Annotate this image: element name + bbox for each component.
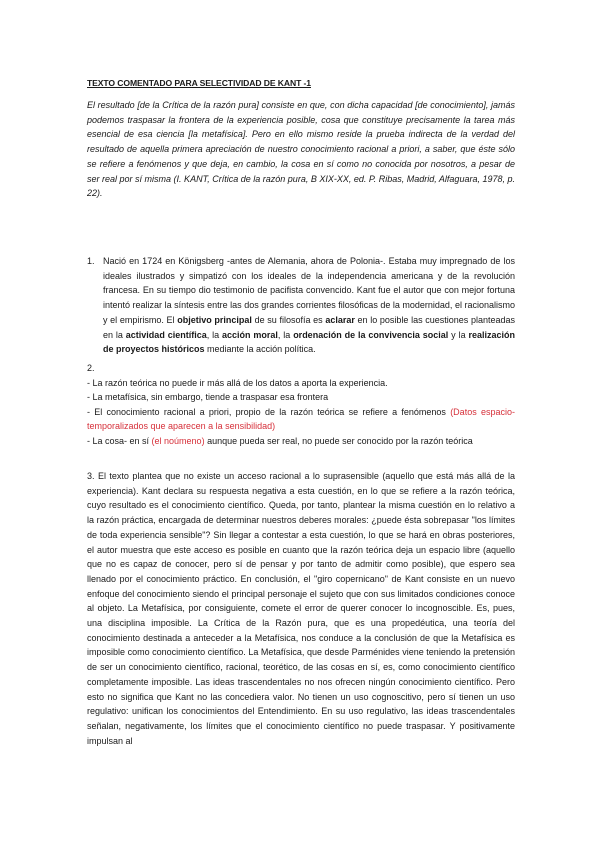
answer-1 [87,254,515,357]
answer-2-line-4-a: - La cosa- en sí [87,435,152,446]
red-note-datos: (Datos espacio-temporalizados que aparecen a la sensibilidad) [87,406,515,432]
answer-3: 3. El texto plantea que no existe un acceso racional a lo suprasensible (aquello que está más allá de la experiencia). Kant declara su respuesta negativa a esta cuestión, en lo que se refiere a la razón teórica, cuyo resultado es el conocimiento científico. Queda, por tanto, plantear la misma cuestión en lo relativo a la razón práctica, encargada de determinar nuestros deberes morales: ¿puede ésta sobrepasar "los límites de toda experiencia sensible"? Sin llegar a contestar a esta cuestión, lo que se hará en obras posteriores, el autor muestra que este acceso es posible en cuanto que la razón teórica deja un espacio libre (aquello que no es capaz de conocer, pero sí de pensar y por tanto de admitir como posible), que espero sea llenado por el conocimiento práctico. En conclusión, el "giro copernicano" de Kant consiste en un nuevo enfoque del conocimiento siendo el principal personaje el sujeto que con sus limitados condiciones conoce al objeto. La Metafísica, por consiguiente, comete el error de querer conocer lo incognoscible. Es, pues, una disciplina imposible. La Crítica de la Razón pura, que es una propedéutica, una teoría del conocimiento destinada a anteceder a la Metafísica, nos conduce a la conclusión de que la Metafísica es imposible como conocimiento científico. La Metafísica, que desde Parménides viene teniendo la pretensión de ser un conocimiento científico, racional, teorético, de las cosas en sí, es, como conocimiento científico completamente imposible. Las ideas trascendentales no nos ofrecen ningún conocimiento científico. Pero esto no significa que Kant no las concediera valor. No tienen un uso cognoscitivo, pero sí tienen un uso regulativo: unifican los conocimientos del Entendimiento. En su uso regulativo, las ideas trascendentales señalan, negativamente, los límites que el conocimiento científico no puede traspasar. Y positivamente impulsan al [87,471,515,746]
answer-1-part: Nació en 1724 en Königsberg -antes de Alemania, ahora de Polonia-. Estaba muy impregnado de los ideales ilustrados y simpatizó con los ideales de la independencia americana y de la revolución francesa. En su tiempo dio testimonio de pacifista convencido. Kant fue el autor que con mejor fortuna intentó realizar la síntesis entre las dos grandes corrientes filosóficas de la modernidad, el racionalismo y el empirismo. El [103,256,515,325]
answer-2-line-3-text: - El conocimiento racional a priori, propio de la razón teórica se refiere a fenómenos [87,406,451,417]
red-note-noumeno: (el noúmeno) [151,435,205,446]
answer-2-line-2: - La metafísica, sin embargo, tiende a traspasar esa frontera [87,392,329,403]
bold-realizacion: realización de proyectos históricos [103,329,515,355]
bold-actividad: actividad científica [125,329,207,340]
answer-1-part: de su filosofía es [251,314,326,325]
answer-1-part: , la [277,329,294,340]
document-title: TEXTO COMENTADO PARA SELECTIVIDAD DE KANT -1 [87,78,311,88]
bold-aclarar: aclarar [325,314,355,325]
answer-2-line-1: - La razón teórica no puede ir más allá de los datos a aporta la experiencia. [87,377,388,388]
answer-1-part: , la [206,329,222,340]
bold-ordenacion: ordenación de la convivencia social [293,329,449,340]
answer-1-text [103,254,515,357]
answer-1-part: en lo posible las cuestiones planteadas en la [103,314,515,340]
answer-1-number: 1. [87,256,95,266]
answer-2-number: 2. [87,363,95,373]
answer-2-line-3 [87,405,515,434]
kant-quote: El resultado [de la Crítica de la razón pura] consiste en que, con dicha capacidad [de conocimiento], jamás podemos traspasar la frontera de la experiencia posible, cosa que constituye precisamente la tarea más esencial de esa ciencia [la metafísica]. Pero en ello mismo reside la prueba indirecta de la verdad del resultado de aquella primera apreciación de nuestro conocimiento racional a priori, a saber, que éste sólo se refiere a fenómenos y que deja, en cambio, la cosa en sí como no conocida por nosotros, a pesar de ser real por sí misma (I. KANT, Crítica de la razón pura, B XIX-XX, ed. P. Ribas, Madrid, Alfaguara, 1978, p. 22). [87,100,515,199]
answer-1-part: mediante la acción política. [204,344,316,355]
answer-2-line-4-b: aunque pueda ser real, no puede ser conocido por la razón teórica [204,435,473,446]
answer-2 [87,361,515,449]
answer-1-part: y la [448,329,469,340]
answer-2-line-4 [87,434,515,449]
bold-objetivo: objetivo principal [177,314,252,325]
bold-accion: acción moral [222,329,278,340]
